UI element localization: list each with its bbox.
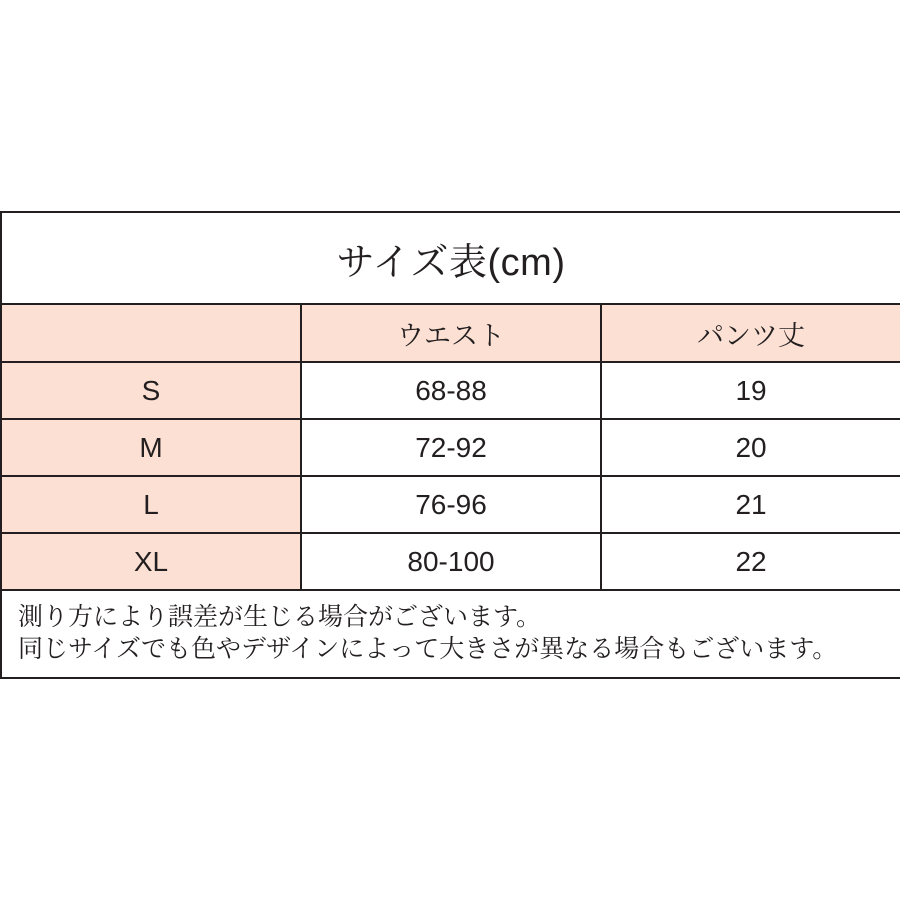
cell-waist: 72-92 — [301, 419, 601, 476]
cell-length: 19 — [601, 362, 900, 419]
cell-length: 20 — [601, 419, 900, 476]
chart-title: サイズ表(cm) — [1, 212, 900, 304]
cell-length: 22 — [601, 533, 900, 590]
cell-waist: 68-88 — [301, 362, 601, 419]
header-cell-length: パンツ丈 — [601, 304, 900, 362]
header-cell-size — [1, 304, 301, 362]
header-cell-waist: ウエスト — [301, 304, 601, 362]
table-row — [1, 362, 900, 419]
cell-size: S — [1, 362, 301, 419]
cell-size: L — [1, 476, 301, 533]
note-line-2: 同じサイズでも色やデザインによって大きさが異なる場合もございます。 — [18, 635, 838, 663]
table-row — [1, 533, 900, 590]
cell-waist: 76-96 — [301, 476, 601, 533]
table-row — [1, 419, 900, 476]
cell-size: XL — [1, 533, 301, 590]
cell-waist: 80-100 — [301, 533, 601, 590]
size-chart-table — [0, 211, 900, 679]
cell-length: 21 — [601, 476, 900, 533]
note-line-1: 測り方により誤差が生じる場合がございます。 — [18, 603, 542, 631]
cell-size: M — [1, 419, 301, 476]
table-note-row — [1, 590, 900, 678]
table-row — [1, 476, 900, 533]
chart-notes — [1, 590, 900, 678]
table-title-row — [1, 212, 900, 304]
table-header-row — [1, 304, 900, 362]
